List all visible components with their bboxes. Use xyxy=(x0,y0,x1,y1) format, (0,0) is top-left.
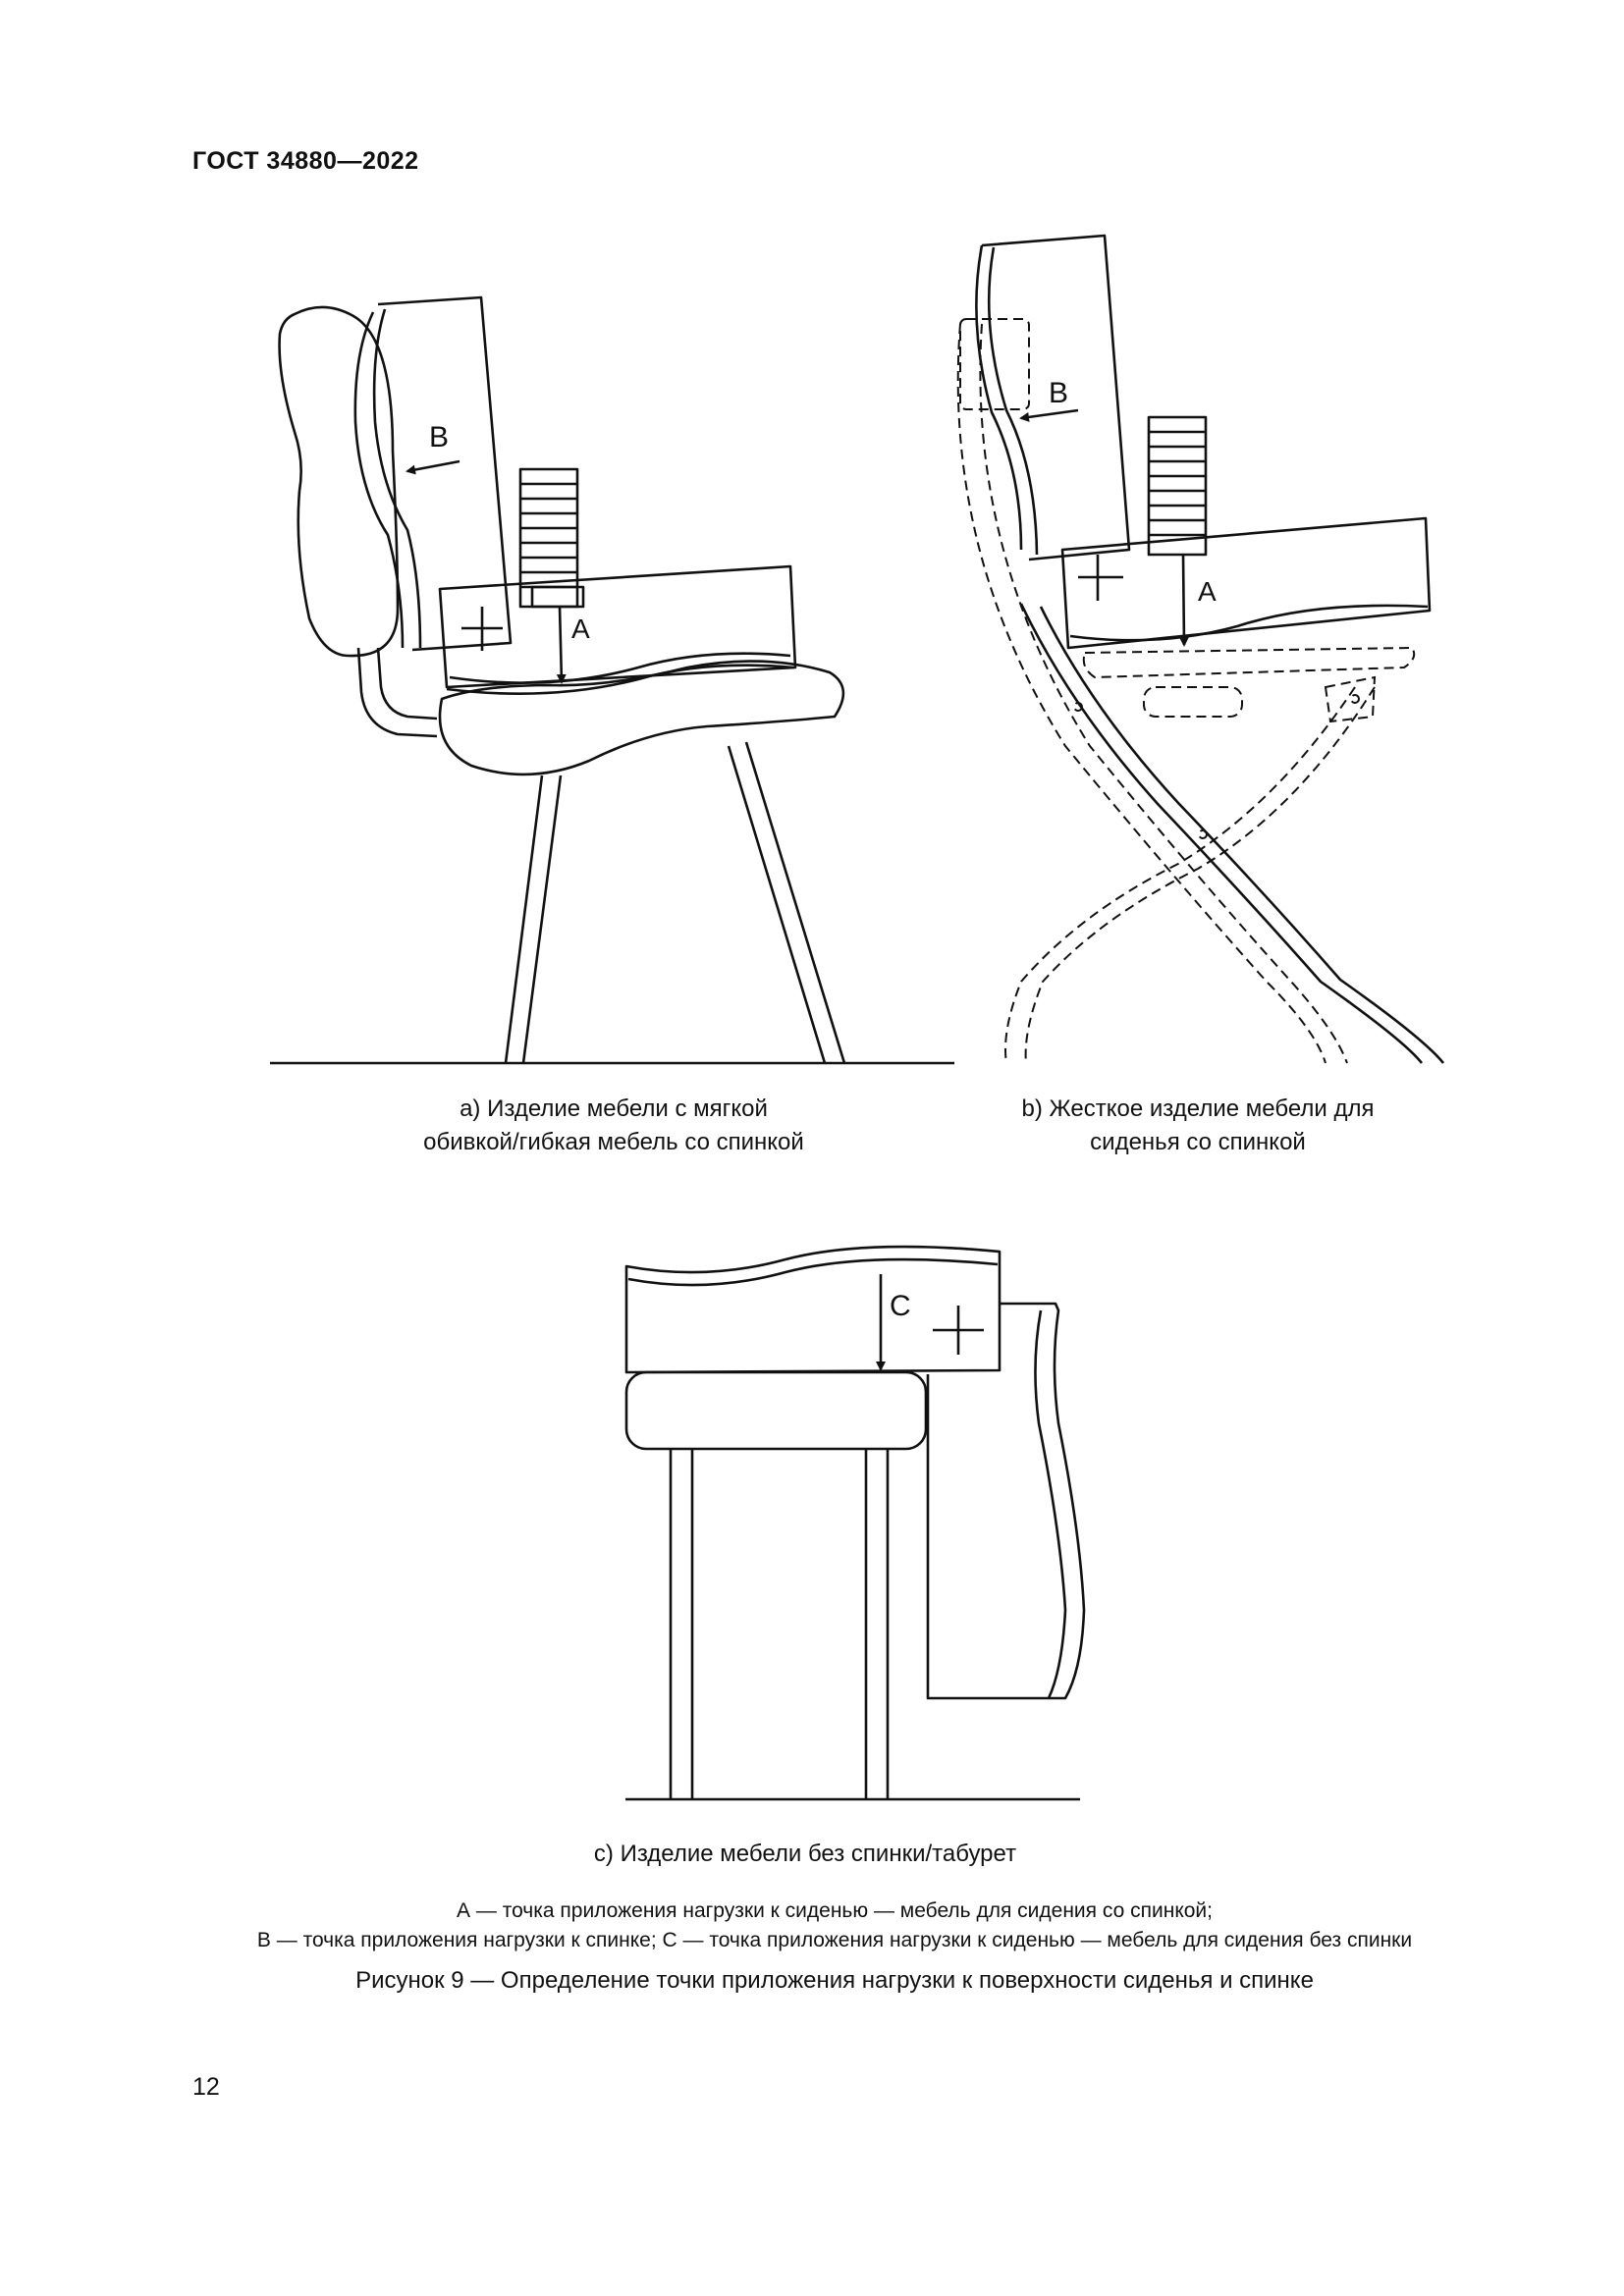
figure-c-stool xyxy=(625,1247,1084,1799)
figure-c-label-c: C xyxy=(890,1290,911,1322)
figure-a-caption-line2: обивкой/гибкая мебель со спинкой xyxy=(423,1129,804,1155)
figure-title: Рисунок 9 — Определение точки приложения нагрузки к поверхности сиденья и спинке xyxy=(355,1967,1314,1994)
figure-a-caption xyxy=(412,1093,815,1159)
figure-b-label-a: A xyxy=(1198,576,1217,607)
figure-c-caption: с) Изделие мебели без спинки/табурет xyxy=(593,1841,1017,1867)
figure-b-caption-line1: b) Жесткое изделие мебели для xyxy=(1021,1095,1375,1122)
figure-legend xyxy=(196,1896,1473,1955)
figure-a-upholstered-chair xyxy=(270,297,954,1063)
figure-b-caption xyxy=(997,1093,1399,1159)
figure-b-label-b: B xyxy=(1049,377,1069,409)
figure-b-caption-line2: сиденья со спинкой xyxy=(1090,1129,1306,1155)
page-number: 12 xyxy=(192,2073,220,2101)
figure-a-label-a: A xyxy=(571,614,590,644)
figure-a-caption-line1: а) Изделие мебели с мягкой xyxy=(460,1095,768,1122)
document-code-header: ГОСТ 34880—2022 xyxy=(192,147,419,175)
figure-a-label-b: B xyxy=(429,421,450,454)
legend-line2: В — точка приложения нагрузки к спинке; С — точка приложения нагрузки к сиденью — мебель для сидения без спинки xyxy=(256,1929,1413,1951)
legend-line1: А — точка приложения нагрузки к сиденью — мебель для сидения со спинкой; xyxy=(457,1899,1213,1922)
